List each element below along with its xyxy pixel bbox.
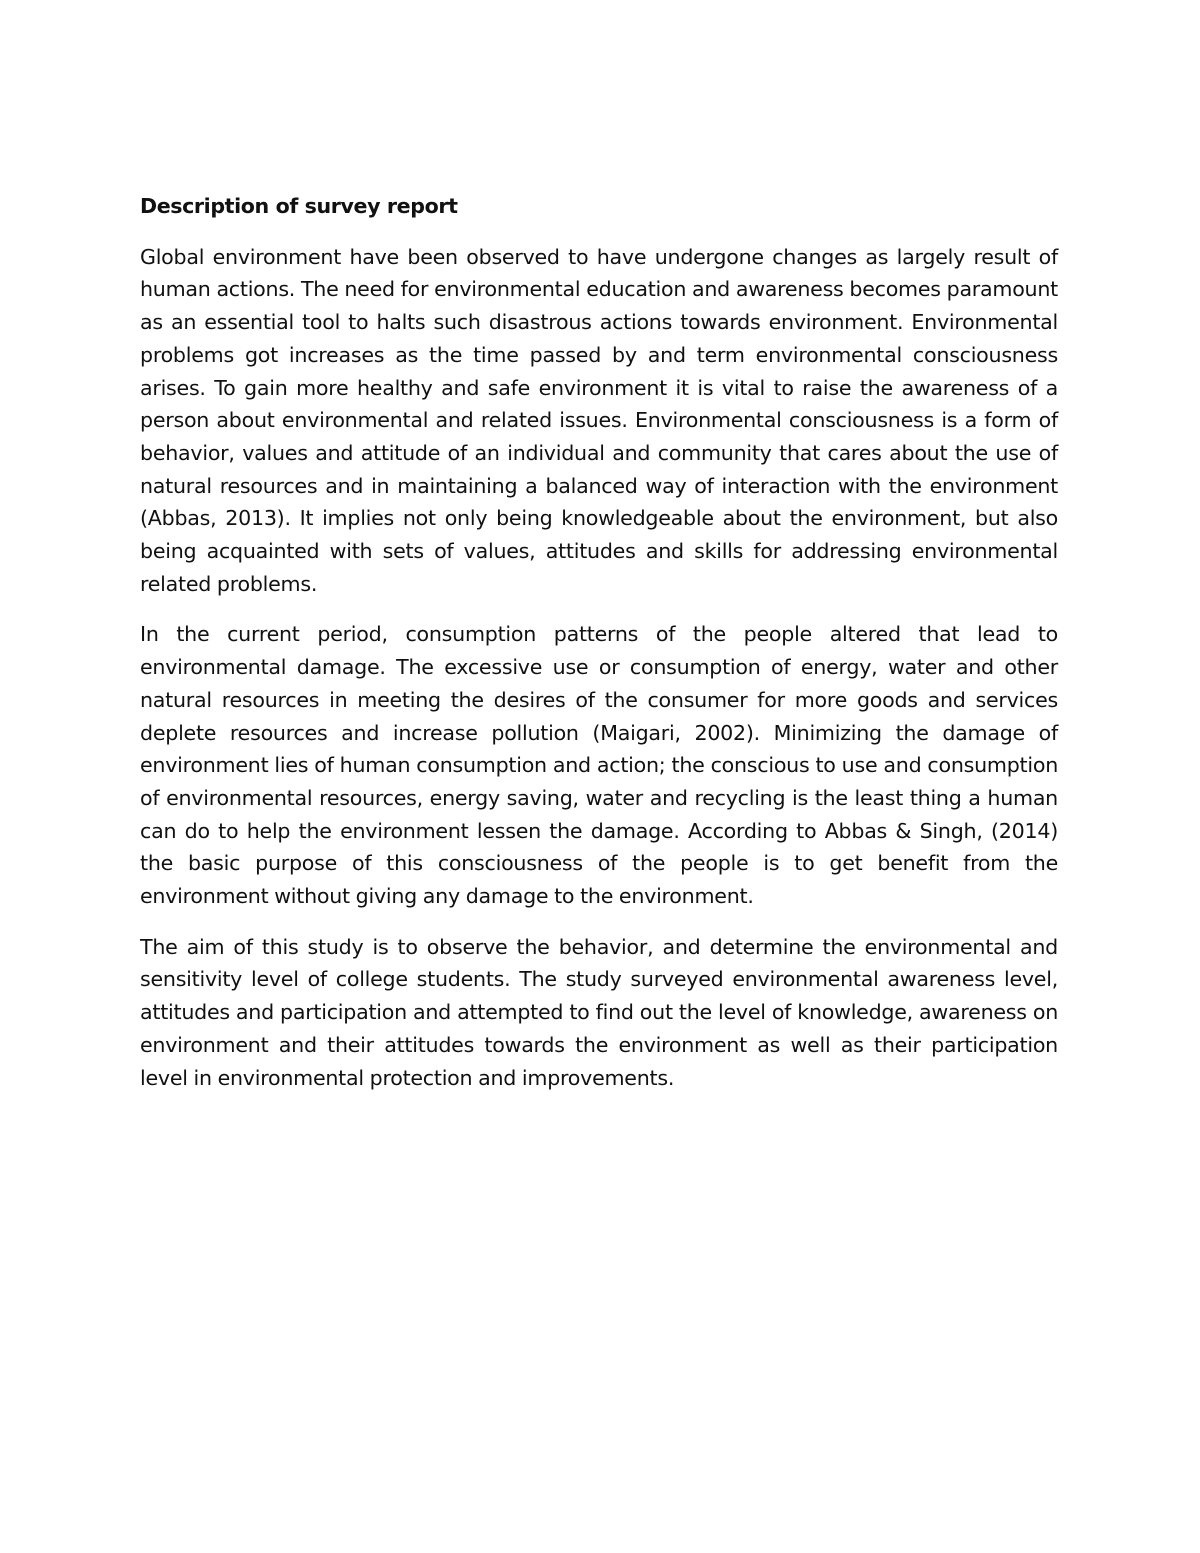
section-heading: Description of survey report: [140, 194, 458, 218]
paragraph-2: In the current period, consumption patterns of the people altered that lead to environmental damage. The excessive use or consumption of energy, water and other natural resources in meeting the desires of the consumer for more goods and services deplete resources and increase pollution (Maigari, 2002). Minimizing the damage of environment lies of human consumption and action; the conscious to use and consumption of environmental resources, energy saving, water and recycling is the least thing a human can do to help the environment lessen the damage. According to Abbas & Singh, (2014) the basic purpose of this consciousness of the people is to get benefit from the environment without giving any damage to the environment.: [140, 622, 1058, 909]
paragraph-3: The aim of this study is to observe the behavior, and determine the environmental and sensitivity level of college students. The study surveyed environmental awareness level, attitudes and participation and attempted to find out the level of knowledge, awareness on environment and their attitudes towards the environment as well as their participation level in environmental protection and improvements.: [140, 934, 1058, 1090]
paragraph-1: Global environment have been observed to have undergone changes as largely result of human actions. The need for environmental education and awareness becomes paramount as an essential tool to halts such disastrous actions towards environment. Environmental problems got increases as the time passed by and term environmental consciousness arises. To gain more healthy and safe environment it is vital to raise the awareness of a person about environmental and related issues. Environmental consciousness is a form of behavior, values and attitude of an individual and community that cares about the use of natural resources and in maintaining a balanced way of interaction with the environment (Abbas, 2013). It implies not only being knowledgeable about the environment, but also being acquainted with sets of values, attitudes and skills for addressing environmental related problems.: [140, 244, 1058, 596]
document-body: [140, 190, 1058, 1112]
